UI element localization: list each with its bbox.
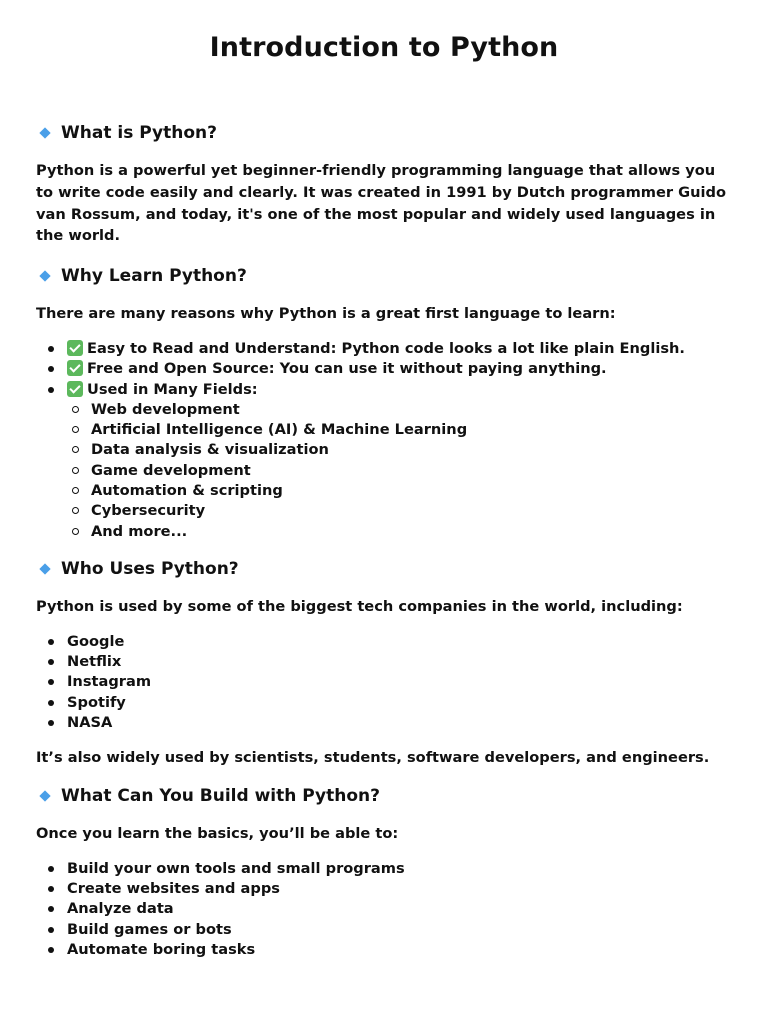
sublist-item: Game development xyxy=(67,461,732,481)
list-item-text: Easy to Read and Understand: Python code looks a lot like plain English. xyxy=(87,339,685,357)
sublist-item: And more... xyxy=(67,522,732,542)
check-mark-icon xyxy=(67,360,83,376)
list-item: NASA xyxy=(36,713,732,733)
blue-diamond-icon xyxy=(39,127,50,138)
section-paragraph: Once you learn the basics, you’ll be able to: xyxy=(36,825,399,843)
sublist-item: Artificial Intelligence (AI) & Machine Learning xyxy=(67,420,732,440)
check-mark-icon xyxy=(67,381,83,397)
list-item: Instagram xyxy=(36,672,732,692)
sublist-item: Cybersecurity xyxy=(67,501,732,521)
list-item: Build games or bots xyxy=(36,920,732,940)
companies-list xyxy=(36,632,732,733)
list-item: Google xyxy=(36,632,732,652)
list-item-text: Free and Open Source: You can use it without paying anything. xyxy=(87,360,607,378)
section-heading-text: What is Python? xyxy=(61,123,217,143)
section-heading-why-learn-python xyxy=(36,261,732,291)
section-heading-text: What Can You Build with Python? xyxy=(61,786,380,807)
sublist-item: Data analysis & visualization xyxy=(67,440,732,460)
list-item: Create websites and apps xyxy=(36,879,732,899)
section-paragraph: It’s also widely used by scientists, students, software developers, and engineers. xyxy=(36,749,710,767)
section-paragraph: There are many reasons why Python is a great first language to learn: xyxy=(36,305,616,323)
list-item-text: Used in Many Fields: xyxy=(87,380,258,398)
list-item: Spotify xyxy=(36,693,732,713)
build-list xyxy=(36,859,732,960)
section-paragraph: Python is a powerful yet beginner-friendly programming language that allows you to write code easily and clearly. It was created in 1991 by Dutch programmer Guido van Rossum, and today, it's one of the most popular and widely used languages in the world. xyxy=(36,162,726,245)
reasons-list xyxy=(36,339,732,542)
check-mark-icon xyxy=(67,340,83,356)
section-heading-what-can-you-build xyxy=(36,781,732,811)
blue-diamond-icon xyxy=(39,563,50,574)
section-paragraph: Python is used by some of the biggest tech companies in the world, including: xyxy=(36,597,683,615)
blue-diamond-icon xyxy=(39,790,50,801)
section-heading-who-uses-python xyxy=(36,554,732,584)
section-heading-text: Who Uses Python? xyxy=(61,558,239,579)
sublist-item: Web development xyxy=(67,400,732,420)
section-heading-text: Why Learn Python? xyxy=(61,266,247,287)
list-item: Netflix xyxy=(36,652,732,672)
list-item: Analyze data xyxy=(36,899,732,919)
list-item: Automate boring tasks xyxy=(36,940,732,960)
fields-sublist xyxy=(67,400,732,542)
blue-diamond-icon xyxy=(39,271,50,282)
list-item: Build your own tools and small programs xyxy=(36,859,732,879)
sublist-item: Automation & scripting xyxy=(67,481,732,501)
section-heading-what-is-python xyxy=(36,118,732,148)
list-item xyxy=(36,380,732,542)
list-item xyxy=(36,359,732,379)
list-item xyxy=(36,339,732,359)
page-title: Introduction to Python xyxy=(209,32,559,63)
